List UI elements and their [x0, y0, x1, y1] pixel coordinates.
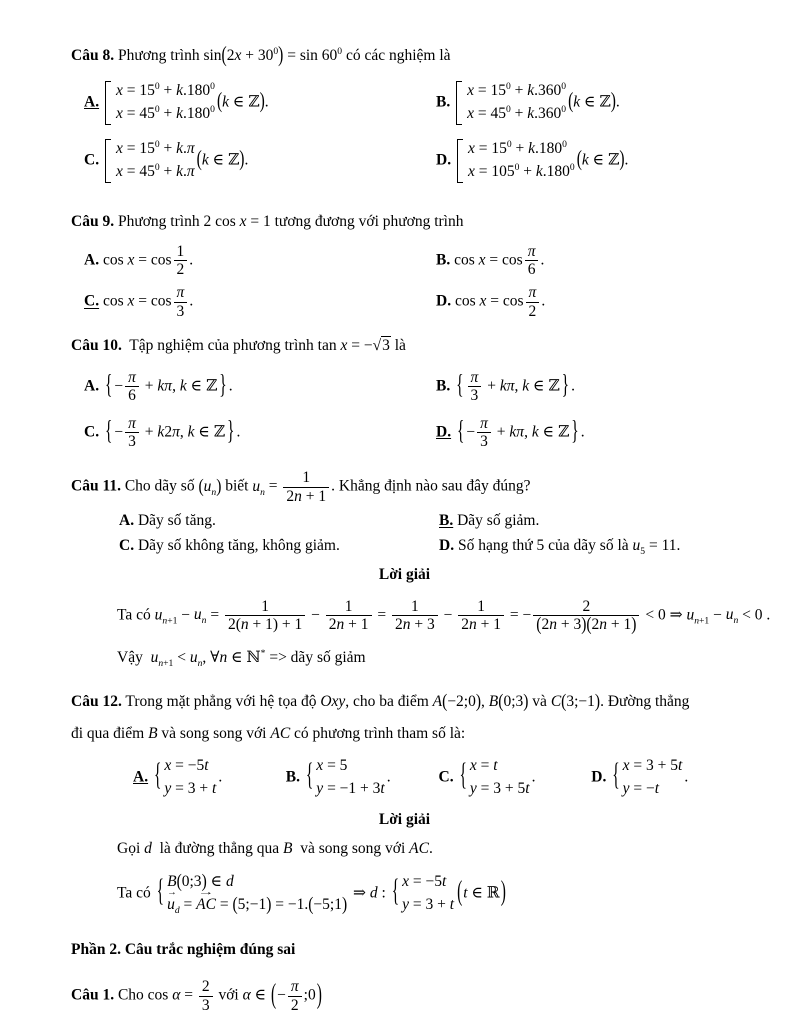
question-12 — [71, 686, 738, 915]
question-8-option-b: B. $x = 15^0 + k.360^0$ $x = 45^0 + k.360^0$ (k ∈ ℤ). — [423, 81, 738, 125]
question-12-stem: Câu 12. Trong mặt phẳng với hệ tọa độ Oxy, cho ba điểm A(−2;0), B(0;3) và C(3;−1). Đường thẳng đi qua điểm B và song song với AC có phương trình tham số là: — [71, 691, 690, 743]
question-11-solution-line-1: Ta có $u_{n+1} - u_n$ = $\frac{1}{2(n + 1) + 1}$ − $\frac{1}{2n + 1}$ = $\frac{1}{2n + 3}$ − $\frac{1}{2n + 1}$ = − $\frac{2}{(2n + 3)(2n + 1)}$ < 0 ⇒ $u_{n+1} - u_n < 0$ . — [117, 597, 771, 636]
question-9-option-c: C. cos x = cos $\frac{\pi}{3}$ . — [84, 284, 194, 320]
question-11 — [71, 469, 771, 669]
question-11-option-b: B. Dãy số giảm. — [439, 512, 540, 530]
question-9-stem: Câu 9. Phương trình 2 cos x = 1 tương đương với phương trình — [71, 212, 464, 230]
question-9-options — [71, 240, 738, 323]
question-12-option-b: B. { x = 5 y = −1 + 3t . — [285, 756, 391, 797]
question-12-options — [127, 752, 738, 804]
question-9-option-b: B. cos x = cos $\frac{\pi}{6}$ . — [436, 242, 545, 278]
question-9 — [71, 212, 738, 323]
question-8 — [71, 42, 738, 190]
part-2-heading: Phần 2. Câu trắc nghiệm đúng sai — [71, 940, 296, 958]
question-12-option-a: A. { x = −5t y = 3 + t . — [133, 756, 223, 797]
question-12-option-c: C. { x = t y = 3 + 5t . — [438, 756, 536, 797]
question-12-solution-line-1: Gọi d là đường thẳng qua B và song song với AC. — [117, 839, 433, 857]
question-11-solution-label: Lời giải — [378, 565, 431, 583]
question-8-options — [71, 74, 738, 190]
question-11-stem: Câu 11. Cho dãy số $(u_n)$ biết $u_n$ = $\frac{1}{2n + 1}$ . Khẳng định nào sau đây đúng? — [71, 469, 531, 505]
question-8-stem: Câu 8. Phương trình $\sin(2x + 30^0) = \sin 60^0$ có các nghiệm là — [71, 42, 451, 68]
question-11-solution-line-2: Vậy $u_{n+1} < u_n$, ∀n ∈ ℕ* => dãy số giảm — [117, 647, 366, 669]
question-8-option-d: D. $x = 15^0 + k.180^0$ $x = 105^0 + k.180^0$ (k ∈ ℤ). — [423, 139, 738, 183]
question-11-option-c: C. Dãy số không tăng, không giảm. — [119, 536, 340, 554]
question-11-options — [119, 509, 738, 559]
question-10-stem: Câu 10. Tập nghiệm của phương trình tan x = −√3 là — [71, 336, 406, 354]
question-12-solution-label: Lời giải — [378, 810, 431, 828]
question-12-solution-line-2: Ta có { B(0;3) ∈ d → $u_d$ = → AC = (5;−1) = −1.(−5;1) ⇒ d : { x = −5t y = 3 + t (t ∈ ℝ) — [117, 872, 738, 916]
question-10-option-d: D. { − $\frac{\pi}{3}$ + kπ, k ∈ ℤ } . — [436, 414, 585, 450]
question-12-option-d: D. { x = 3 + 5t y = −t . — [591, 756, 689, 797]
question-9-option-d: D. cos x = cos $\frac{\pi}{2}$ . — [436, 284, 546, 320]
question-11-option-d: D. Số hạng thứ 5 của dãy số là $u_5 = 11$. — [439, 536, 681, 558]
question-10 — [71, 336, 738, 455]
question-9-option-a: A. cos x = cos $\frac{1}{2}$ . — [84, 242, 194, 278]
question-10-option-b: B. { $\frac{\pi}{3}$ + kπ, k ∈ ℤ } . — [436, 368, 575, 405]
question-10-option-a: A. { − $\frac{\pi}{6}$ + kπ, k ∈ ℤ } . — [84, 368, 233, 405]
question-8-option-a: A. $x = 15^0 + k.180^0$ $x = 45^0 + k.180^0$ (k ∈ ℤ). — [71, 81, 423, 125]
part-2-question-1: Câu 1. Cho cos α = $\frac{2}{3}$ với α ∈ (− $\frac{\pi}{2}$ ;0) — [71, 978, 322, 1014]
question-8-option-c: C. $x = 15^0 + k.\pi$ $x = 45^0 + k.\pi$ (k ∈ ℤ). — [71, 139, 423, 183]
part-2-section — [71, 940, 738, 1015]
question-10-options — [71, 364, 738, 455]
question-10-option-c: C. { − $\frac{\pi}{3}$ + k2π, k ∈ ℤ } . — [84, 414, 241, 450]
question-11-option-a: A. Dãy số tăng. — [119, 512, 216, 530]
